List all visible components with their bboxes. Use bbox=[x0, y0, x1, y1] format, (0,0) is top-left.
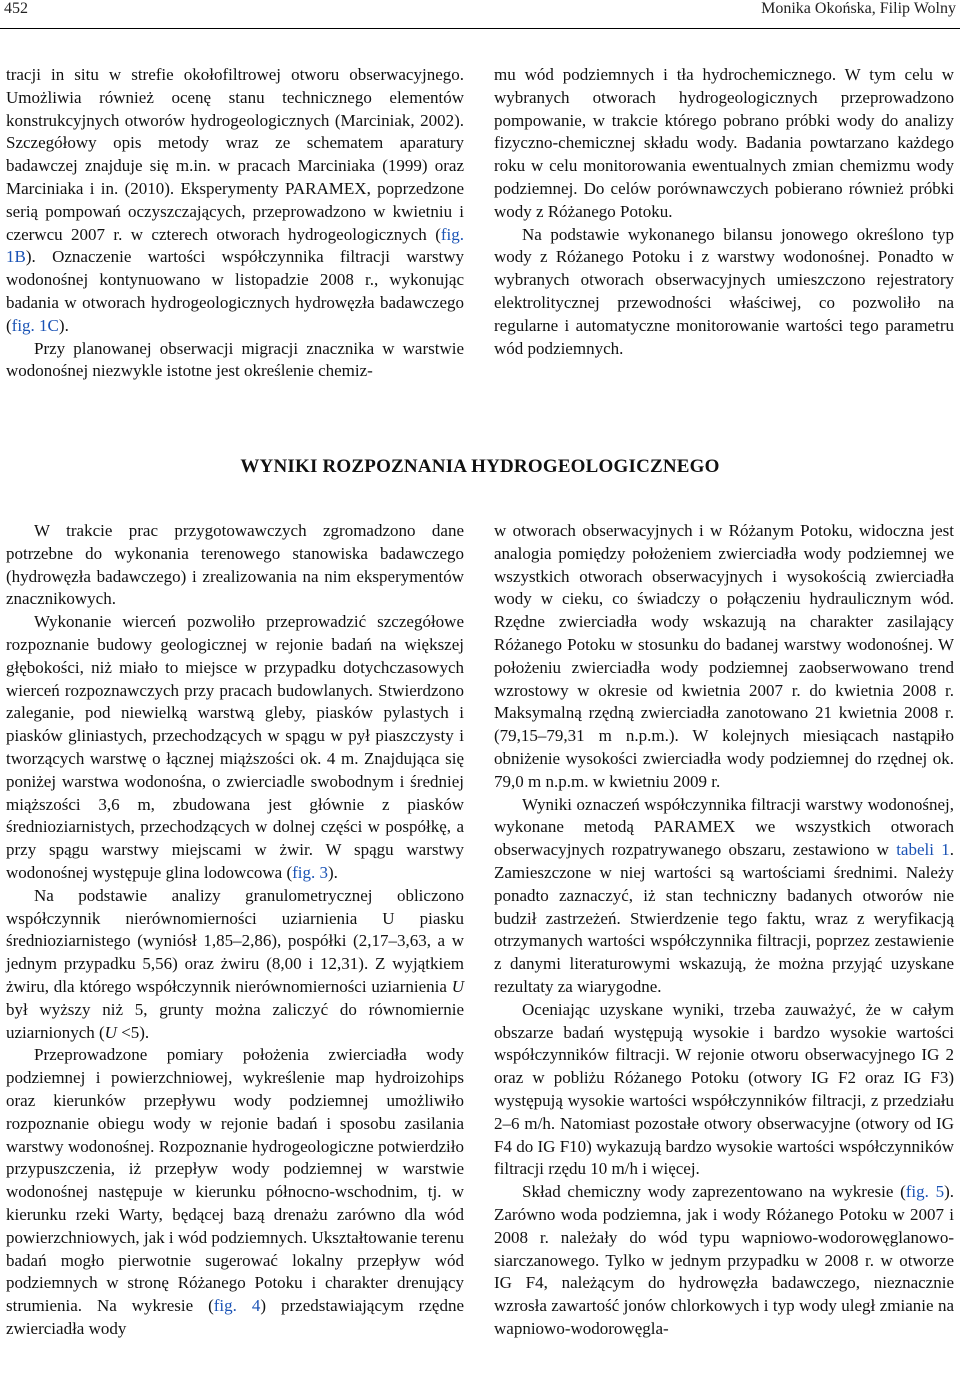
figure-link-1b[interactable]: fig. 1B bbox=[6, 224, 464, 267]
italic-symbol-u: U bbox=[104, 1022, 117, 1042]
bottom-left-column bbox=[6, 520, 464, 1341]
paragraph bbox=[494, 1181, 954, 1341]
italic-symbol-u: U bbox=[451, 976, 464, 996]
text-run: <5). bbox=[116, 1022, 150, 1042]
paragraph: w otworach obserwacyjnych i w Różanym Potoku, widoczna jest analogia pomiędzy położeniem zwierciadła wody podziemnej we wszystkich otworach obserwacyjnych i wysokością zwierciadła wody w cieku, co świadczy o połączeniu hydraulicznym wód. Rzędne zwierciadła wody wskazują na charakter zasilający Różanego Potoku w stosunku do badanej warstwy wodonośnej. W położeniu zwierciadła wody podziemnej zaobserwowano trend wzrostowy w okresie od kwietnia 2007 r. do kwietnia 2008 r. Maksymalną rzędną zwierciadła zanotowano 21 kwietnia 2008 r. (79,15–79,31 m n.p.m.). W kolejnych miesiącach nastąpiło obniżenie wysokości zwierciadła wody podziemnej do rzędnej ok. 79,0 m n.p.m. w kwietniu 2009 r. bbox=[494, 521, 954, 791]
text-run: był wyższy niż 5, grunty można zaliczyć do równomiernie uziarnionych ( bbox=[6, 999, 464, 1042]
text-run: ). bbox=[328, 862, 338, 882]
table-link-1[interactable]: tabeli 1 bbox=[896, 840, 950, 860]
page-number: 452 bbox=[4, 0, 28, 17]
figure-link-3[interactable]: fig. 3 bbox=[292, 862, 329, 882]
top-right-column bbox=[494, 64, 954, 360]
paragraph: Oceniając uzyskane wyniki, trzeba zauważyć, że w całym obszarze badań występują wysokie i bardzo wysokie wartości współczynników filtracji. W rejonie otworu obserwacyjnego IG 2 oraz w pobliżu Różanego Potoku (otwory IG F2 oraz IG F3) występują wysokie wartości współczynników filtracji, z przedziału 2–6 m/h. Natomiast pozostałe otwory obserwacyjne (otwory od IG F4 do IG F10) wykazują bardzo wysokie wartości współczynników filtracji rzędu 10 m/h i więcej. bbox=[494, 999, 954, 1179]
paragraph: Przy planowanej obserwacji migracji znacznika w warstwie wodonośnej niezwykle istotne jest określenie chemiz- bbox=[6, 338, 464, 381]
section-heading: WYNIKI ROZPOZNANIA HYDROGEOLOGICZNEGO bbox=[240, 456, 720, 477]
figure-link-4[interactable]: fig. 4 bbox=[213, 1296, 261, 1316]
text-run: tracji in situ w strefie okołofiltrowej otworu obserwacyjnego. Umożliwia również ocenę stanu technicznego elementów konstrukcyjnych otworów hydrogeologicznych (Marciniak, 2002). Szczegółowy opis metody wraz ze schematem aparatury badawczej znajduje się m.in. w pracach Marciniaka (1999) oraz Marciniaka i in. (2010). Eksperymenty PARAMEX, poprzedzone serią pompowań oczyszczających, przeprowadzono w kwietniu i czerwcu 2007 r. w czterech otworach hydrogeologicznych ( bbox=[6, 65, 464, 244]
paragraph bbox=[6, 885, 464, 1045]
paragraph bbox=[6, 1044, 464, 1340]
running-header bbox=[0, 0, 960, 24]
paragraph bbox=[6, 611, 464, 885]
text-run: Wykonanie wierceń pozwoliło przeprowadzić szczegółowe rozpoznanie budowy geologicznej w rejonie badań na większej głębokości, niż miało to miejsce w przypadku dotychczasowych wierceń rozpoznawczych przy pracach budowlanych. Stwierdzono zaleganie, pod niewielką warstwą gleby, piasków pylastych i piasków gliniastych, przechodzących w spągu w pył piaszczysty i tworzących warstwę o łącznej miąższości ok. 4 m. Znajdująca się poniżej warstwa wodonośna, o zwierciadle swobodnym i średniej miąższości 3,6 m, zbudowana jest głównie z piasków średnioziarnistych, przechodzących w dolnej części w pospółkę, a przy spągu warstwy miejscami w żwir. W spągu warstwy wodonośnej występuje glina lodowcowa ( bbox=[6, 612, 464, 882]
text-run: ) przedstawiającym rzędne zwierciadła wody bbox=[6, 1296, 464, 1338]
text-run: Wyniki oznaczeń współczynnika filtracji warstwy wodonośnej, wykonane metodą PARAMEX we wszystkich otworach obserwacyjnych rozpatrywanego obszaru, zestawiono w bbox=[494, 794, 954, 860]
figure-link-1c[interactable]: fig. 1C bbox=[11, 315, 59, 335]
bottom-right-column bbox=[494, 520, 954, 1341]
paragraph bbox=[494, 794, 954, 999]
paragraph: mu wód podziemnych i tła hydrochemicznego. W tym celu w wybranych otworach hydrogeologicznych przeprowadzono pompowanie, w trakcie którego pobrano próbki wody do analizy fizyczno-chemicznej składu wody. Badania powtarzano każdego roku w celu monitorowania ewentualnych zmian chemizmu wody podziemnej. Do celów porównawczych pobierano również próbki wody z Różanego Potoku. bbox=[494, 65, 954, 221]
running-authors: Monika Okońska, Filip Wolny bbox=[761, 0, 956, 17]
top-left-column bbox=[6, 64, 464, 383]
text-run: Przeprowadzone pomiary położenia zwierciadła wody podziemnej i powierzchniowej, wykreślenie map hydroizohips oraz kierunków przepływu wody podziemnej umożliwiło rozpoznanie obiegu wody w rejonie badań i sposobu zasilania warstwy wodonośnej. Rozpoznanie hydrogeologiczne potwierdziło przypuszczenia, iż przepływ wody podziemnej w warstwie wodonośnej następuje w kierunku północno-wschodnim, tj. w kierunku rzeki Warty, będącej bazą drenażu zarówno dla wód powierzchniowych, jak i wód podziemnych. Ukształtowanie terenu badań mogło pierwotnie sugerować lokalny przepływ wód podziemnych w stronę Różanego Potoku i charakter drenujący strumienia. Na wykresie ( bbox=[6, 1045, 464, 1316]
text-run: ). Oznaczenie wartości współczynnika filtracji warstwy wodonośnej kontynuowano w listopadzie 2008 r., wykonując badania w otworach hydrogeologicznych hydrowęzła badawczego ( bbox=[6, 247, 464, 335]
paragraph: Na podstawie wykonanego bilansu jonowego określono typ wody z Różanego Potoku i z warstwy wodonośnej. Ponadto w wybranych otworach obserwacyjnych umieszczono rejestratory elektrolitycznej przewodności właściwej, co pozwoliło na regularne i automatyczne monitorowanie wartości tego parametru wód podziemnych. bbox=[494, 224, 954, 358]
text-run: . Zamieszczone w niej wartości są wartościami średnimi. Należy ponadto zaznaczyć, iż stan techniczny badanych otworów nie budził zastrzeżeń. Stwierdzenie tego faktu, wraz z weryfikacją otrzymanych wartości współczynnika filtracji, poprzez zestawienie z danymi literaturowymi wskazują, że można przyjąć uzyskane rezultaty za wiarygodne. bbox=[494, 840, 954, 996]
paragraph: W trakcie prac przygotowawczych zgromadzono dane potrzebne do wykonania terenowego stanowiska badawczego (hydrowęzła badawczego) i zrealizowania na nim eksperymentów znacznikowych. bbox=[6, 521, 464, 609]
text-run: Na podstawie analizy granulometrycznej obliczono współczynnik nierównomierności uziarnienia U piasku średnioziarnistego (wyniósł 1,85–2,86), pospółki (2,17–3,63, a w jednym przypadku 5,56) oraz żwiru (8,00 i 12,31). Z wyjątkiem żwiru, dla którego współczynnik nierównomierności uziarnienia bbox=[6, 885, 464, 996]
figure-link-5[interactable]: fig. 5 bbox=[905, 1182, 945, 1202]
text-run: Skład chemiczny wody zaprezentowano na wykresie ( bbox=[522, 1182, 906, 1202]
paragraph bbox=[6, 64, 464, 338]
text-run: ). bbox=[58, 315, 69, 335]
header-rule bbox=[0, 28, 960, 29]
text-run: ). Zarówno woda podziemna, jak i wody Różanego Potoku w 2007 i 2008 r. należały do wód typu wapniowo-wodorowęglanowo-siarczanowego. Tylko w jednym przypadku w 2008 r. w otworze IG F4, należącym do hydrowęzła badawczego, nieznacznie wzrosła zawartość jonów chlorkowych i typ wody uległ zmianie na wapniowo-wodorowęgla- bbox=[494, 1182, 954, 1338]
